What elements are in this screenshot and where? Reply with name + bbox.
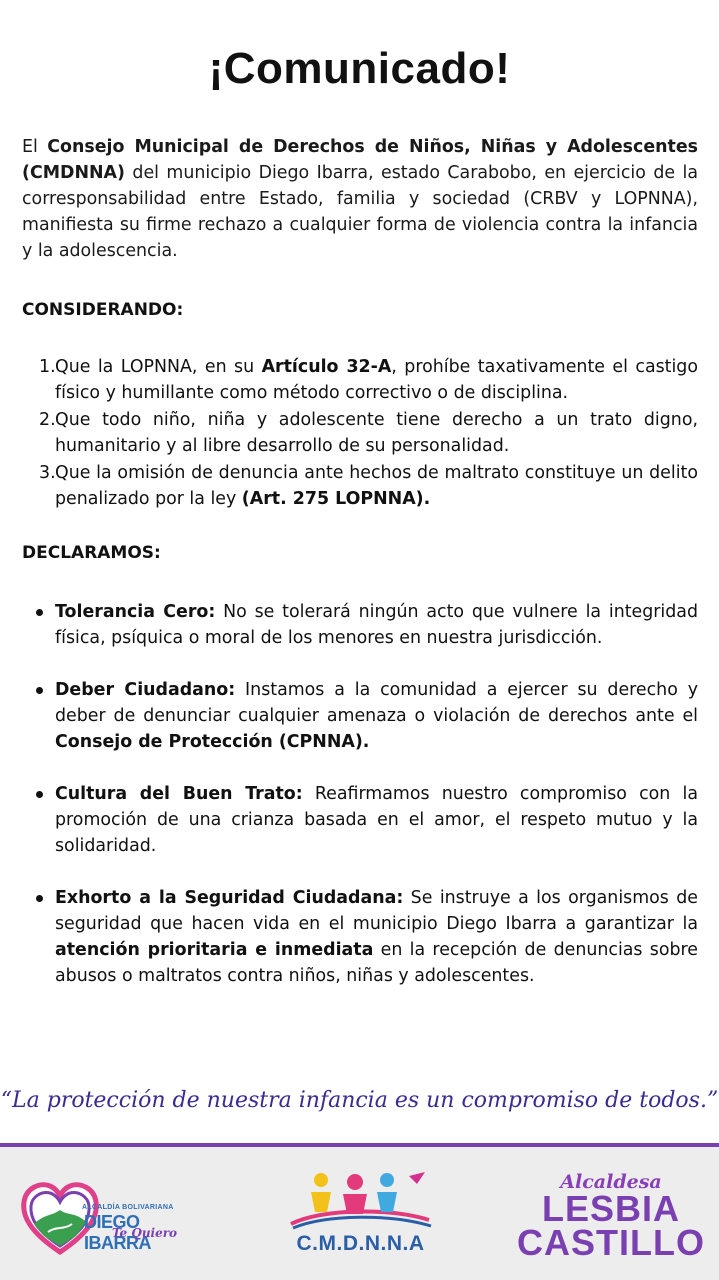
intro-text-2: del municipio Diego Ibarra, estado Carabobo, en ejercicio de la corresponsabilidad entre Estado, familia y sociedad (CRBV y LOPNNA), manifiesta su firme rechazo a cualquier forma de violencia contra la infancia y la adolescencia. <box>22 163 698 261</box>
item-bold: Cultura del Buen Trato: <box>55 784 303 804</box>
item-number: 3. <box>39 463 56 483</box>
item-text: Se instruye a los organismos de seguridad que hacen vida en el municipio Diego Ibarra a garantizar la <box>55 888 698 934</box>
item-number: 1. <box>39 357 56 377</box>
item-text: Que la omisión de denuncia ante hechos de maltrato constituye un delito penalizado por la ley <box>55 463 698 509</box>
closing-quote: “La protección de nuestra infancia es un compromiso de todos.” <box>0 1088 719 1113</box>
cmdnna-logo <box>283 1168 438 1266</box>
intro-paragraph <box>22 134 698 264</box>
logo3-line2: CASTILLO <box>517 1222 705 1263</box>
cmdnna-text: C.M.D.N.N.A <box>296 1232 425 1255</box>
alcaldesa-logo <box>516 1172 706 1262</box>
considerando-item <box>22 407 698 459</box>
logo3-script-text: Alcaldesa <box>560 1171 662 1193</box>
item-text: Que la LOPNNA, en su <box>55 357 262 377</box>
bullet-icon <box>36 687 43 694</box>
logo1-big-text: DIEGO IBARRA <box>84 1212 151 1253</box>
considerando-item <box>22 354 698 406</box>
item-text: Instamos a la comunidad a ejercer su derecho y deber de denunciar cualquier amenaza o violación de derechos ante el <box>55 680 698 726</box>
children-figures-icon <box>283 1168 438 1234</box>
declaramos-item <box>22 781 698 859</box>
item-text: Reafirmamos nuestro compromiso con la promoción de una crianza basada en el amor, el respeto mutuo y la solidaridad. <box>55 784 698 856</box>
item-text: en la recepción de denuncias sobre abusos o maltratos contra niños, niñas y adolescentes. <box>55 940 698 986</box>
item-bold: Consejo de Protección (CPNNA). <box>55 732 370 752</box>
logo1-script-text: Te Quiero <box>112 1226 178 1240</box>
intro-bold-1: Consejo Municipal de Derechos de Niños, Niñas y Adolescentes (CMDNNA) <box>22 137 698 183</box>
declaramos-heading: DECLARAMOS: <box>22 543 161 563</box>
bullet-icon <box>36 609 43 616</box>
page-title: ¡Comunicado! <box>208 44 511 93</box>
declaramos-list <box>22 599 698 989</box>
item-bold: atención prioritaria e inmediata <box>55 940 374 960</box>
declaramos-item <box>22 677 698 755</box>
logo1-small-text: ALCALDÍA BOLIVARIANA <box>82 1204 174 1211</box>
logo3-line1: LESBIA <box>541 1188 680 1229</box>
item-text: Que todo niño, niña y adolescente tiene derecho a un trato digno, humanitario y al libre desarrollo de su personalidad. <box>55 410 698 456</box>
item-text: No se tolerará ningún acto que vulnere la integridad física, psíquica o moral de los menores en nuestra jurisdicción. <box>55 602 698 648</box>
declaramos-item <box>22 885 698 989</box>
declaramos-item <box>22 599 698 651</box>
considerando-heading: CONSIDERANDO: <box>22 300 184 320</box>
item-text: , prohíbe taxativamente el castigo físico y humillante como método correctivo o de disciplina. <box>55 357 698 403</box>
considerando-item <box>22 460 698 512</box>
item-number: 2. <box>39 410 56 430</box>
intro-text-1: El <box>22 137 48 157</box>
item-bold: (Art. 275 LOPNNA). <box>241 489 431 509</box>
item-bold: Tolerancia Cero: <box>55 602 216 622</box>
alcaldia-logo <box>20 1176 210 1258</box>
item-bold: Deber Ciudadano: <box>55 680 236 700</box>
bullet-icon <box>36 895 43 902</box>
item-bold: Artículo 32-A <box>261 357 392 377</box>
bullet-icon <box>36 791 43 798</box>
item-bold: Exhorto a la Seguridad Ciudadana: <box>55 888 404 908</box>
considerando-list <box>22 354 698 513</box>
